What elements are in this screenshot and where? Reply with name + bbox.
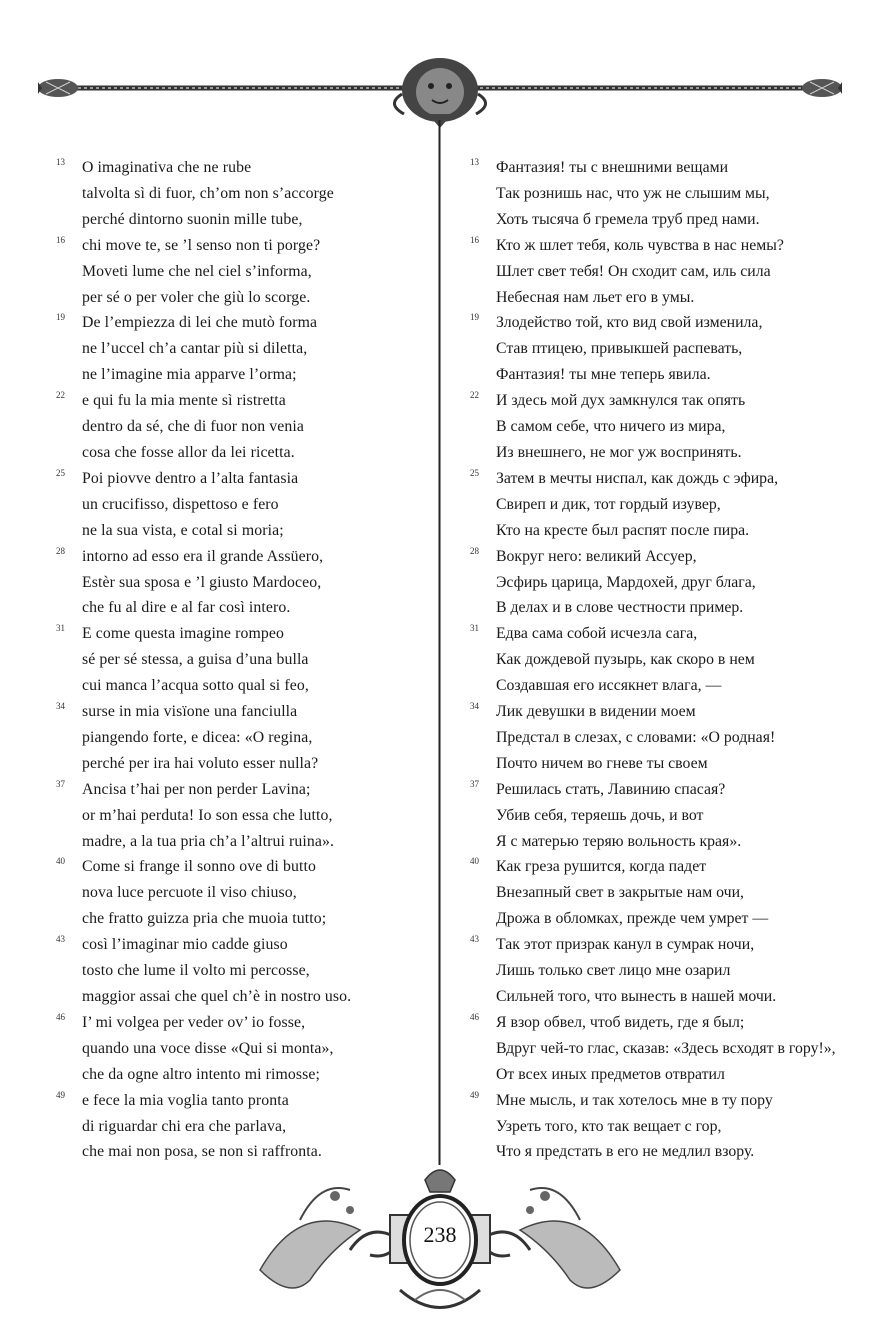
verse-number: 31 xyxy=(56,623,65,634)
verse-line: Едва сама собой исчезла сага, xyxy=(496,625,698,643)
verse-number: 49 xyxy=(56,1089,65,1100)
verse-line: Я взор обвел, чтоб видеть, где я был; xyxy=(496,1013,745,1031)
tercet xyxy=(470,155,850,233)
verse-line: Лик девушки в видении моем xyxy=(496,703,696,721)
verse-line: che fu al dire e al far così intero. xyxy=(82,599,291,617)
verse-line: piangendo forte, e dicea: «O regina, xyxy=(82,728,313,746)
tercet xyxy=(470,621,850,699)
page-number: 238 xyxy=(423,1222,457,1247)
verse-line: O imaginativa che ne rube xyxy=(82,159,252,176)
verse-line: intorno ad esso era il grande Assüero, xyxy=(82,547,324,565)
verse-line: Из внешнего, не мог уж воспринять. xyxy=(496,443,742,461)
verse-line: Poi piovve dentro a l’alta fantasia xyxy=(82,469,299,487)
italian-column xyxy=(56,155,426,1165)
verse-line: cui manca l’acqua sotto qual si feo, xyxy=(82,677,309,695)
verse-line: De l’empiezza di lei che mutò forma xyxy=(82,314,318,332)
verse-number: 28 xyxy=(470,545,479,556)
verse-line: quando una voce disse «Qui si monta», xyxy=(82,1039,334,1057)
verse-line: Кто на кресте был распят после пира. xyxy=(496,521,750,539)
verse-line: Кто ж шлет тебя, коль чувства в нас немы? xyxy=(496,236,784,254)
verse-number: 22 xyxy=(470,390,479,401)
verse-line: perché per ira hai voluto esser nulla? xyxy=(82,754,319,772)
tercet xyxy=(470,1088,850,1166)
verse-number: 13 xyxy=(470,157,479,167)
verse-line: talvolta sì di fuor, ch’om non s’accorge xyxy=(82,184,334,202)
verse-line: Шлет свет тебя! Он сходит сам, иль сила xyxy=(496,262,771,280)
verse-number: 43 xyxy=(470,934,479,945)
verse-line: В делах и в слове честности пример. xyxy=(496,599,744,617)
tercet xyxy=(470,932,850,1010)
verse-line: Вдруг чей-то глас, сказав: «Здесь всходят в гору!», xyxy=(496,1039,836,1057)
verse-number: 40 xyxy=(470,856,479,867)
russian-column xyxy=(470,155,850,1165)
verse-line: Moveti lume che nel ciel s’informa, xyxy=(82,262,312,280)
verse-number: 13 xyxy=(56,157,65,167)
verse-line: madre, a la tua pria ch’a l’altrui ruina». xyxy=(82,832,335,850)
verse-line: Come si frange il sonno ove di butto xyxy=(82,858,316,876)
verse-line: tosto che lume il volto mi percosse, xyxy=(82,962,310,980)
verse-line: un crucifisso, dispettoso e fero xyxy=(82,495,279,513)
verse-line: Небесная нам льет его в умы. xyxy=(496,288,695,306)
verse-line: nova luce percuote il viso chiuso, xyxy=(82,884,297,902)
verse-line: И здесь мой дух замкнулся так опять xyxy=(496,392,746,410)
verse-line: Лишь только свет лицо мне озарил xyxy=(496,962,731,980)
verse-line: Сильней того, что вынесть в нашей мочи. xyxy=(496,988,777,1005)
tercet xyxy=(56,544,426,622)
tercet xyxy=(56,932,426,1010)
verse-number: 43 xyxy=(56,934,65,945)
tercet xyxy=(470,1010,850,1088)
verse-line: Как дождевой пузырь, как скоро в нем xyxy=(496,651,755,669)
column-divider xyxy=(438,120,441,1165)
verse-line: Так этот призрак канул в сумрак ночи, xyxy=(496,936,755,954)
verse-line: e fece la mia voglia tanto pronta xyxy=(82,1091,289,1109)
verse-line: surse in mia visïone una fanciulla xyxy=(82,703,298,721)
verse-number: 25 xyxy=(470,467,479,478)
verse-line: Убив себя, теряешь дочь, и вот xyxy=(496,806,704,824)
verse-line: Как греза рушится, когда падет xyxy=(496,858,707,876)
verse-line: così l’imaginar mio cadde giuso xyxy=(82,936,288,954)
tercet xyxy=(470,544,850,622)
verse-line: ne la sua vista, e cotal si moria; xyxy=(82,521,284,539)
tercet xyxy=(56,699,426,777)
verse-number: 46 xyxy=(56,1011,65,1022)
verse-line: Хоть тысяча б гремела труб пред нами. xyxy=(496,210,760,228)
verse-line: Дрожа в обломках, прежде чем умрет — xyxy=(496,910,769,928)
tercet xyxy=(56,466,426,544)
tercet xyxy=(56,1010,426,1088)
verse-line: Фантазия! ты с внешними вещами xyxy=(496,159,729,176)
verse-line: Эсфирь царица, Мардохей, друг блага, xyxy=(496,573,756,591)
verse-line: Что я предстать в его не медлил взору. xyxy=(496,1143,755,1161)
verse-line: Ancisa t’hai per non perder Lavina; xyxy=(82,780,311,798)
verse-line: Почто ничем во гневе ты своем xyxy=(496,754,708,772)
verse-line: Свиреп и дик, тот гордый изувер, xyxy=(496,495,721,513)
verse-line: che mai non posa, se non si raffronta. xyxy=(82,1143,322,1161)
tercet xyxy=(470,310,850,388)
verse-line: В самом себе, что ничего из мира, xyxy=(496,418,726,436)
tercet xyxy=(56,233,426,311)
verse-number: 25 xyxy=(56,467,65,478)
verse-line: Решилась стать, Лавинию спасая? xyxy=(496,780,726,798)
verse-number: 19 xyxy=(56,312,65,323)
verse-line: Злодейство той, кто вид свой изменила, xyxy=(496,314,763,332)
verse-line: che fratto guizza pria che muoia tutto; xyxy=(82,910,327,928)
verse-line: cosa che fosse allor da lei ricetta. xyxy=(82,443,295,461)
verse-line: or m’hai perduta! Io son essa che lutto, xyxy=(82,806,333,824)
verse-line: Я с матерью теряю вольность края». xyxy=(496,832,742,850)
verse-line: Внезапный свет в закрытые нам очи, xyxy=(496,884,744,902)
tercet xyxy=(56,621,426,699)
verse-number: 34 xyxy=(56,701,65,712)
verse-number: 22 xyxy=(56,390,65,401)
tercet xyxy=(470,388,850,466)
verse-line: Предстал в слезах, с словами: «О родная! xyxy=(496,728,776,746)
tercet xyxy=(56,388,426,466)
verse-line: Затем в мечты ниспал, как дождь с эфира, xyxy=(496,469,779,487)
verse-line: Узреть того, кто так вещает с гор, xyxy=(496,1117,722,1135)
verse-line: I’ mi volgea per veder ov’ io fosse, xyxy=(82,1013,306,1031)
verse-line: e qui fu la mia mente sì ristretta xyxy=(82,392,286,410)
verse-line: dentro da sé, che di fuor non venia xyxy=(82,418,304,436)
verse-line: ne l’uccel ch’a cantar più si diletta, xyxy=(82,340,308,358)
verse-line: chi move te, se ’l senso non ti porge? xyxy=(82,236,321,254)
verse-number: 16 xyxy=(470,234,479,245)
tercet xyxy=(470,854,850,932)
verse-line: E come questa imagine rompeo xyxy=(82,625,284,643)
verse-line: di riguardar chi era che parlava, xyxy=(82,1117,287,1135)
verse-number: 37 xyxy=(56,778,65,789)
verse-number: 40 xyxy=(56,856,65,867)
tercet xyxy=(470,233,850,311)
verse-line: Став птицею, привыкшей распевать, xyxy=(496,340,743,358)
verse-line: Так рознишь нас, что уж не слышим мы, xyxy=(496,184,770,202)
verse-line: per sé o per voler che giù lo scorge. xyxy=(82,288,311,306)
verse-number: 28 xyxy=(56,545,65,556)
verse-number: 34 xyxy=(470,701,479,712)
verse-line: Фантазия! ты мне теперь явила. xyxy=(496,366,711,384)
verse-line: От всех иных предметов отвратил xyxy=(496,1065,725,1083)
verse-line: Estèr sua sposa e ’l giusto Mardoceo, xyxy=(82,573,322,591)
tercet xyxy=(470,777,850,855)
tercet xyxy=(470,699,850,777)
verse-line: sé per sé stessa, a guisa d’una bulla xyxy=(82,651,309,669)
verse-line: Мне мысль, и так хотелось мне в ту пору xyxy=(496,1091,773,1109)
verse-number: 49 xyxy=(470,1089,479,1100)
verse-line: ne l’imagine mia apparve l’orma; xyxy=(82,366,297,384)
tercet xyxy=(470,466,850,544)
tercet xyxy=(56,854,426,932)
verse-line: che da ogne altro intento mi rimosse; xyxy=(82,1065,320,1083)
verse-number: 46 xyxy=(470,1011,479,1022)
verse-line: Вокруг него: великий Ассуер, xyxy=(496,547,697,565)
verse-line: perché dintorno suonin mille tube, xyxy=(82,210,303,228)
verse-line: Создавшая его иссякнет влага, — xyxy=(496,677,722,695)
tercet xyxy=(56,777,426,855)
verse-number: 19 xyxy=(470,312,479,323)
tercet xyxy=(56,310,426,388)
tercet xyxy=(56,1088,426,1166)
tercet xyxy=(56,155,426,233)
verse-line: maggior assai che quel ch’è in nostro uso. xyxy=(82,988,352,1005)
verse-number: 16 xyxy=(56,234,65,245)
verse-number: 31 xyxy=(470,623,479,634)
verse-number: 37 xyxy=(470,778,479,789)
